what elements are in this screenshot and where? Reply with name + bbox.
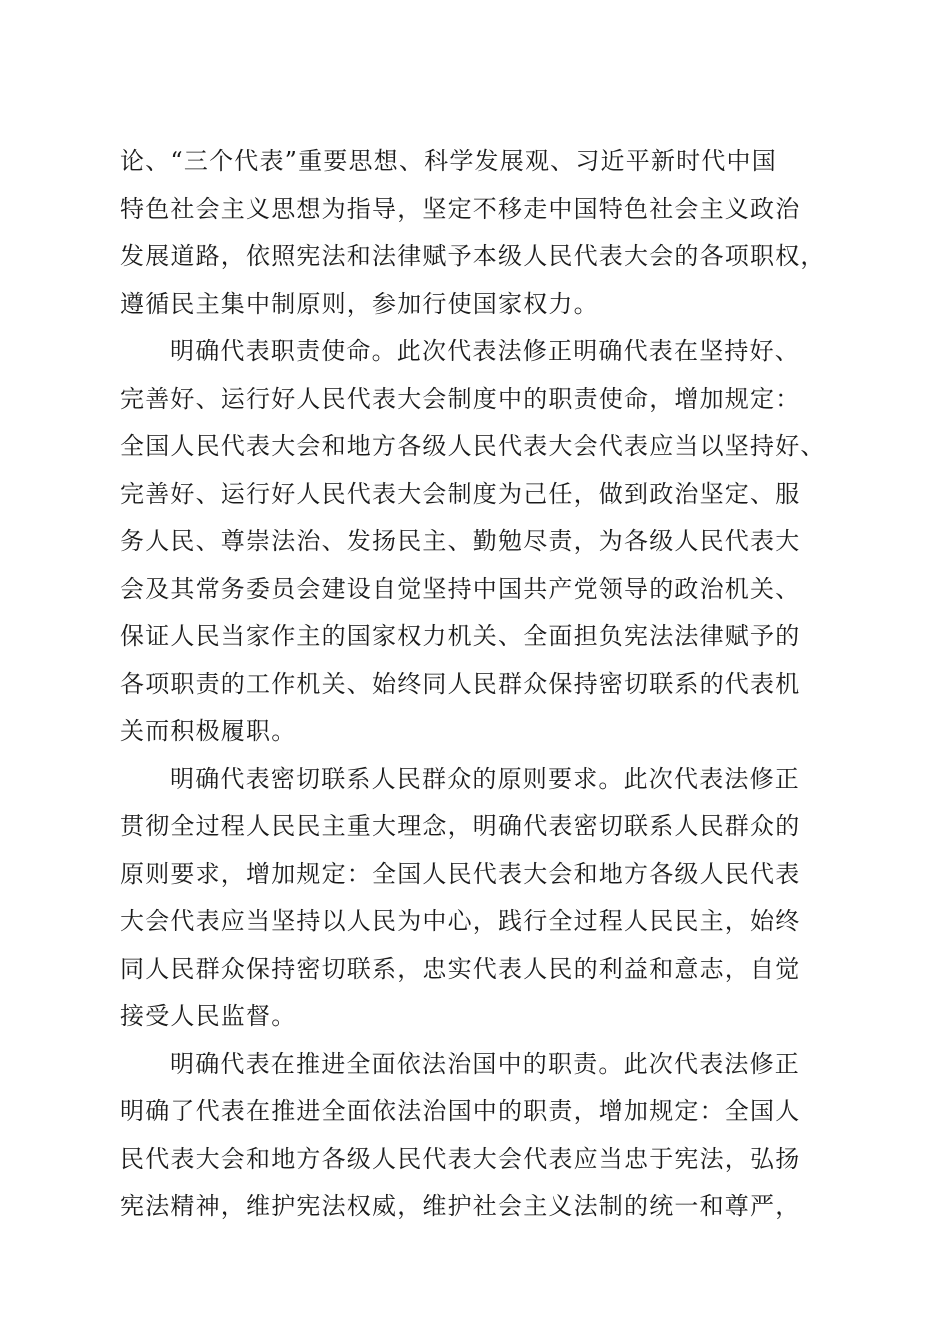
- text-line: 民代表大会和地方各级人民代表大会代表应当忠于宪法，弘扬: [120, 1144, 801, 1173]
- paragraph-start-line: 明确代表职责使命。此次代表法修正明确代表在坚持好、: [170, 337, 800, 365]
- text-line: 同人民群众保持密切联系，忠实代表人民的利益和意志，自觉: [120, 954, 801, 983]
- text-line: 接受人民监督。: [120, 1002, 297, 1030]
- text-line: 明确了代表在推进全面依法治国中的职责，增加规定：全国人: [120, 1097, 801, 1125]
- text-line: 务人民、尊崇法治、发扬民主、勤勉尽责，为各级人民代表大: [120, 527, 801, 555]
- text-line: 遵循民主集中制原则，参加行使国家权力。: [120, 289, 599, 318]
- text-line: 会及其常务委员会建设自觉坚持中国共产党领导的政治机关、: [120, 574, 801, 603]
- text-line: 全国人民代表大会和地方各级人民代表大会代表应当以坚持好、: [120, 432, 826, 460]
- text-line: 完善好、运行好人民代表大会制度中的职责使命，增加规定：: [120, 384, 801, 413]
- text-line: 特色社会主义思想为指导，坚定不移走中国特色社会主义政治: [120, 194, 801, 223]
- text-line: 大会代表应当坚持以人民为中心，践行全过程人民民主，始终: [120, 907, 801, 935]
- body-text: [120, 138, 840, 1231]
- text-line: 发展道路，依照宪法和法律赋予本级人民代表大会的各项职权，: [120, 242, 826, 270]
- text-line: 宪法精神，维护宪法权威，维护社会主义法制的统一和尊严，: [120, 1192, 801, 1220]
- text-line: 关而积极履职。: [120, 717, 297, 745]
- text-line: 论、“三个代表”重要思想、科学发展观、习近平新时代中国: [120, 147, 777, 175]
- paragraph-start-line: 明确代表密切联系人民群众的原则要求。此次代表法修正: [170, 764, 800, 793]
- text-line: 贯彻全过程人民民主重大理念，明确代表密切联系人民群众的: [120, 812, 801, 840]
- paragraph-start-line: 明确代表在推进全面依法治国中的职责。此次代表法修正: [170, 1049, 800, 1078]
- text-line: 原则要求，增加规定：全国人民代表大会和地方各级人民代表: [120, 859, 801, 888]
- text-line: 各项职责的工作机关、始终同人民群众保持密切联系的代表机: [120, 669, 801, 698]
- text-line: 完善好、运行好人民代表大会制度为己任，做到政治坚定、服: [120, 479, 801, 508]
- text-line: 保证人民当家作主的国家权力机关、全面担负宪法法律赋予的: [120, 622, 801, 650]
